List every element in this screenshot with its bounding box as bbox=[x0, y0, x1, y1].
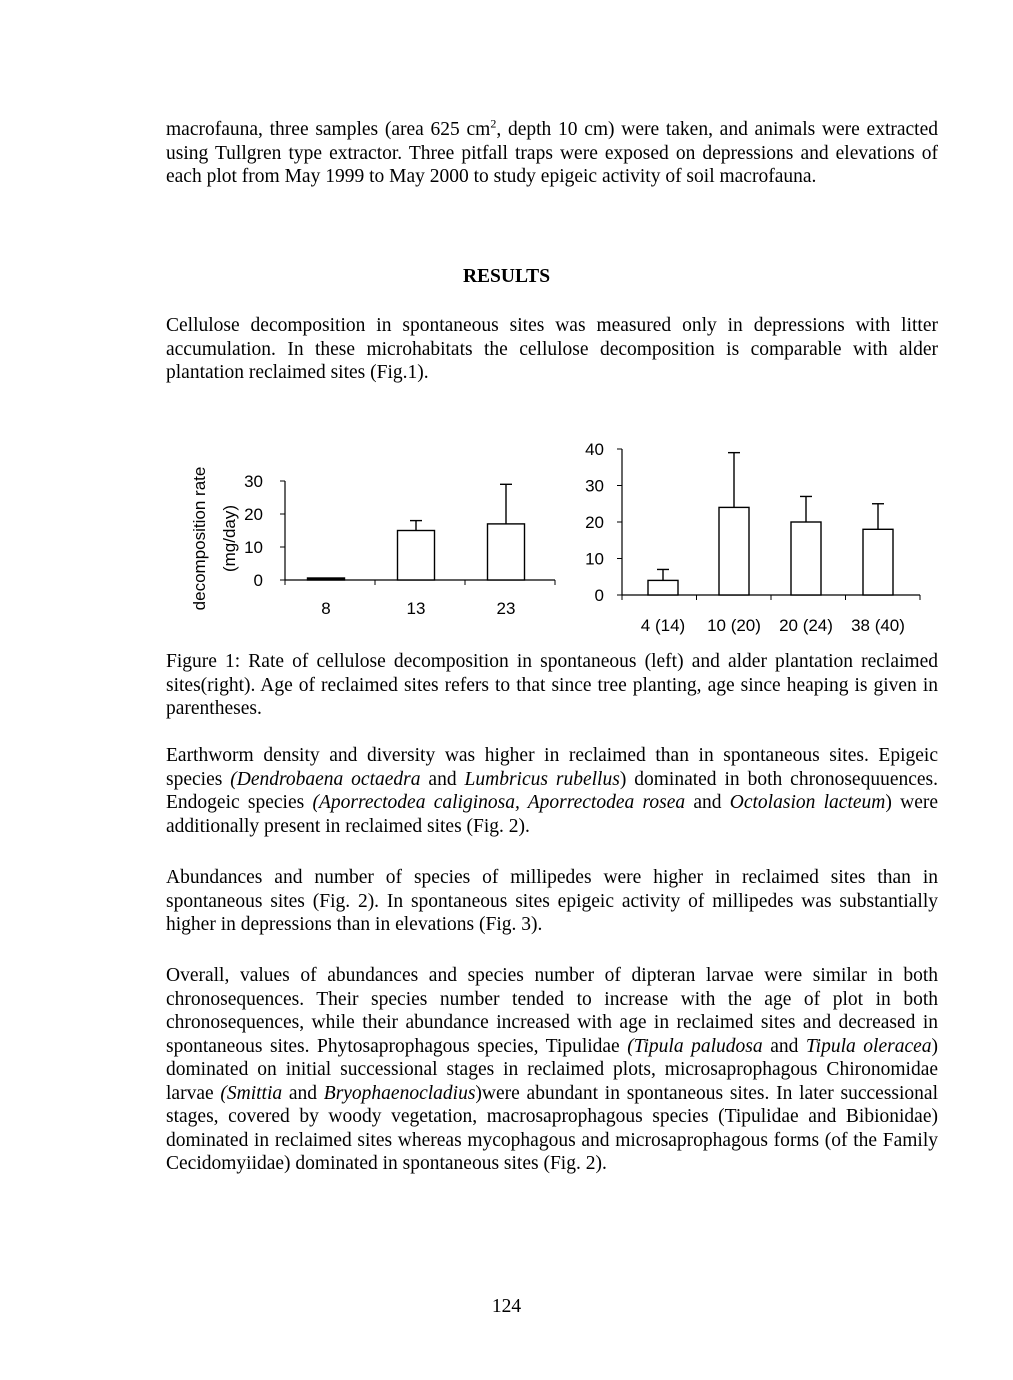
cellulose-paragraph: Cellulose decomposition in spontaneous sites was measured only in depressions with litter accumulation. In these microhabitats the cellulose decomposition is comparable with alder plantation reclaimed sites (Fig.1). bbox=[166, 315, 938, 383]
earthworm-text-3: ) dominated in both chronosequuences. Endogeic species bbox=[166, 768, 938, 813]
figure-1-charts bbox=[160, 415, 960, 645]
figure-caption: Figure 1: Rate of cellulose decomposition in spontaneous (left) and alder plantation reclaimed sites(right). Age of reclaimed sites refers to that since tree planting, age since heaping is given in parentheses. bbox=[166, 651, 938, 719]
intro-text-part1: macrofauna, three samples (area 625 cm bbox=[166, 119, 491, 140]
figure-1-svg bbox=[160, 415, 960, 645]
right-category-label: 4 (14) bbox=[640, 616, 686, 635]
left-y-axis-label-group bbox=[190, 467, 239, 611]
left-bar bbox=[398, 531, 435, 581]
earthworm-species-1: (Dendrobaena octaedra bbox=[230, 768, 421, 790]
left-y-tick-label: 10 bbox=[244, 538, 263, 557]
right-category-label: 10 (20) bbox=[707, 616, 761, 635]
left-y-axis-label: decomposition rate bbox=[190, 466, 209, 611]
section-heading-results: RESULTS bbox=[462, 266, 551, 287]
earthworm-species-2: Lumbricus rubellus bbox=[464, 768, 620, 790]
left-bar bbox=[488, 524, 525, 580]
right-bar bbox=[791, 522, 821, 595]
right-y-tick-label: 40 bbox=[585, 440, 604, 459]
left-category-label: 23 bbox=[496, 599, 516, 618]
right-bar bbox=[719, 507, 749, 595]
left-y-tick-label: 20 bbox=[244, 505, 263, 524]
right-category-label: 20 (24) bbox=[779, 616, 833, 635]
right-bar bbox=[648, 580, 678, 595]
left-y-tick-label: 0 bbox=[253, 571, 263, 590]
dipteran-text-5: )were abundant in spontaneous sites. In later successional stages, covered by woody vegetation, macrosaprophagous species (Tipulidae and Bibionidae) dominated in reclaimed sites whereas mycophagous and microsaprophagous forms (of the Family Cecidomyiidae) dominated in spontaneous sites (Fig. 2). bbox=[166, 1082, 938, 1174]
dipteran-text-4: and bbox=[282, 1082, 324, 1104]
left-category-label: 8 bbox=[321, 599, 331, 618]
left-bar bbox=[308, 578, 345, 580]
earthworm-text-2: and bbox=[420, 768, 465, 790]
intro-superscript: 2 bbox=[490, 116, 497, 131]
dipteran-genus-1: (Smittia bbox=[220, 1082, 283, 1104]
right-y-tick-label: 20 bbox=[585, 513, 604, 532]
right-y-tick-label: 10 bbox=[585, 549, 604, 569]
earthworm-species-3: (Aporrectodea caliginosa, Aporrectodea rosea bbox=[312, 792, 686, 813]
right-y-tick-label: 30 bbox=[585, 476, 604, 496]
millipedes-paragraph: Abundances and number of species of millipedes were higher in reclaimed sites than in spontaneous sites (Fig. 2). In spontaneous sites epigeic activity of millipedes was substantially higher in depressions than in elevations (Fig. 3). bbox=[166, 867, 938, 935]
earthworm-text-5: ) were additionally present in reclaimed sites (Fig. 2). bbox=[166, 792, 938, 837]
left-y-tick-label: 30 bbox=[244, 472, 263, 491]
dipteran-text-1: Overall, values of abundances and species number of dipteran larvae were similar in both chronosequences. Their species number tended to increase with the age of plot in both chronosequences, while their abundance increased with age in reclaimed sites and decreased in spontaneous sites. Phytosaprophagous species, Tipulidae bbox=[166, 965, 938, 1057]
dipteran-species-1: (Tipula paludosa bbox=[627, 1035, 763, 1057]
earthworm-paragraph bbox=[166, 744, 938, 838]
left-y-axis-unit: (mg/day) bbox=[220, 504, 239, 573]
dipteran-text-2: and bbox=[762, 1035, 806, 1057]
dipteran-species-2: Tipula oleracea bbox=[805, 1035, 932, 1057]
dipteran-genus-2: Bryophaenocladius bbox=[323, 1082, 476, 1104]
intro-paragraph bbox=[166, 118, 938, 189]
left-category-label: 13 bbox=[406, 599, 426, 618]
page-number: 124 bbox=[491, 1296, 522, 1317]
right-bar bbox=[863, 529, 893, 595]
dipteran-text-3: ) dominated on initial successional stages in reclaimed plots, microsaprophagous Chironomidae larvae bbox=[166, 1035, 939, 1104]
right-category-label: 38 (40) bbox=[851, 616, 905, 635]
earthworm-text-4: and bbox=[685, 792, 730, 813]
earthworm-text-1: Earthworm density and diversity was higher in reclaimed than in spontaneous sites. Epigeic species bbox=[166, 745, 938, 790]
earthworm-species-4: Octolasion lacteum bbox=[729, 792, 886, 813]
right-y-tick-label: 0 bbox=[594, 586, 604, 605]
dipteran-paragraph bbox=[166, 964, 938, 1176]
intro-text-part2: , depth 10 cm) were taken, and animals were extracted using Tullgren type extractor. Three pitfall traps were exposed on depressions and elevations of each plot from May 1999 to May 2000 to study epigeic activity of soil macrofauna. bbox=[166, 119, 938, 187]
